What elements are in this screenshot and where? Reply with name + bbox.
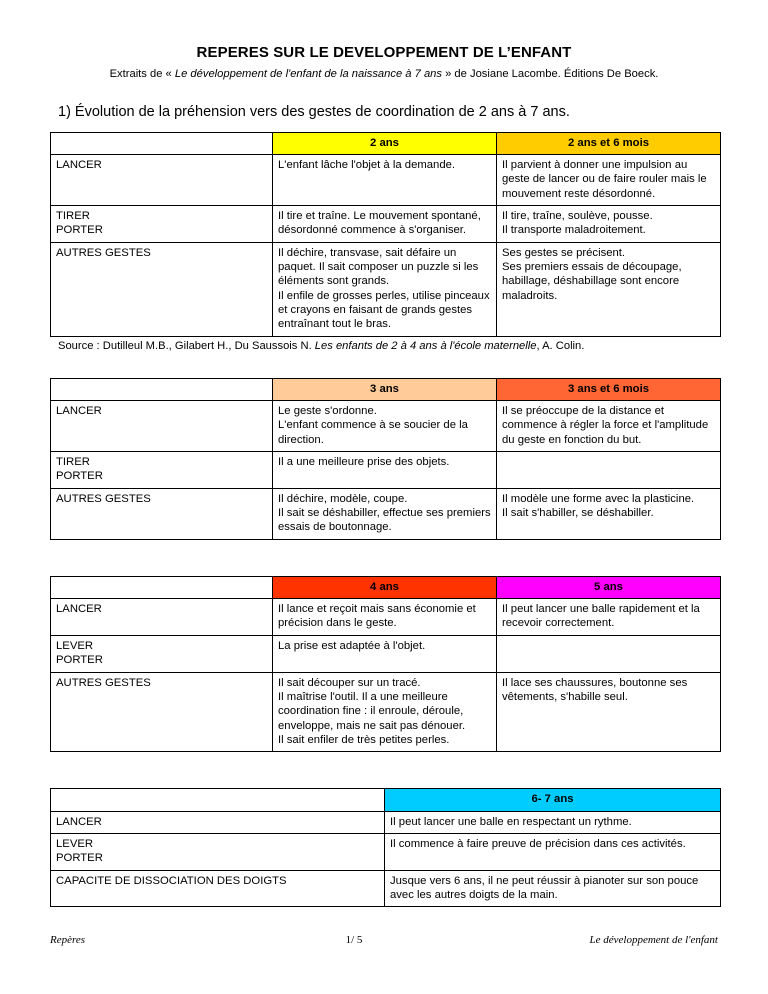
cell-3ans-autres — [273, 488, 497, 539]
cell-3ans-lancer — [273, 401, 497, 452]
table-header-row — [51, 132, 721, 154]
cell-5ans-autres — [497, 672, 721, 752]
cell-line: Il parvient à donner une impulsion au geste de lancer ou de faire rouler mais le mouvement reste désordonné. — [502, 158, 707, 200]
page-footer — [50, 934, 718, 946]
cell-5ans-lever — [497, 635, 721, 672]
source-note-title: Les enfants de 2 à 4 ans à l'école maternelle — [314, 339, 537, 352]
row-label-lancer — [51, 401, 273, 452]
footer-page-number: 1/ 5 — [345, 934, 363, 946]
row-label-autres-gestes — [51, 488, 273, 539]
cell-line: Il commence à faire preuve de précision dans ces activités. — [390, 837, 686, 850]
cell-line: Il sait s'habiller, se déshabiller. — [502, 507, 654, 520]
table-row — [51, 401, 721, 452]
cell-5ans-lancer — [497, 599, 721, 636]
row-label-line: CAPACITE DE DISSOCIATION DES DOIGTS — [56, 874, 287, 887]
cell-line: Le geste s'ordonne. — [278, 405, 377, 418]
row-label-line: PORTER — [56, 470, 103, 483]
table-header-2ans: 2 ans — [273, 132, 497, 154]
cell-line: L'enfant lâche l'objet à la demande. — [278, 158, 456, 171]
cell-line: Il transporte maladroitement. — [502, 224, 646, 237]
cell-3ans-tirer — [273, 452, 497, 489]
cell-67ans-lancer — [385, 811, 721, 833]
table-row — [51, 635, 721, 672]
row-label-line: AUTRES GESTES — [56, 492, 151, 505]
cell-2ans-tirer — [273, 205, 497, 242]
cell-line: Il tire, traîne, soulève, pousse. — [502, 209, 653, 222]
table-row — [51, 833, 721, 870]
row-label-autres-gestes — [51, 672, 273, 752]
cell-line: Jusque vers 6 ans, il ne peut réussir à pianoter sur son pouce avec les autres doigts de la main. — [390, 874, 699, 901]
cell-line: Il se préoccupe de la distance et commence à régler la force et l'amplitude du geste en fonction du but. — [502, 405, 709, 446]
cell-line: Il enfile de grosses perles, utilise pinceaux et crayons en faisant de grands gestes entraînant tout le bras. — [278, 289, 490, 331]
row-label-lancer — [51, 154, 273, 205]
cell-line: Il peut lancer une balle en respectant un rythme. — [390, 815, 632, 828]
cell-2ans6mois-tirer — [497, 205, 721, 242]
footer-right: Le développement de l'enfant — [589, 934, 718, 946]
row-label-line: TIRER — [56, 209, 90, 222]
cell-line: Ses gestes se précisent. — [502, 246, 626, 259]
page-title: REPERES SUR LE DEVELOPPEMENT DE L’ENFANT — [196, 44, 572, 61]
table-header-row — [51, 576, 721, 598]
table-header-67ans: 6- 7 ans — [385, 789, 721, 811]
row-label-line: PORTER — [56, 224, 103, 237]
table-row — [51, 599, 721, 636]
cell-line: Ses premiers essais de découpage, habillage, déshabillage sont encore maladroits. — [502, 260, 682, 302]
cell-line: Il sait enfiler de très petites perles. — [278, 733, 450, 746]
cell-line: Il déchire, modèle, coupe. — [278, 492, 408, 505]
table-header-empty — [51, 378, 273, 400]
row-label-line: AUTRES GESTES — [56, 246, 151, 259]
subtitle-book-title: Le développement de l'enfant de la naissance à 7 ans — [174, 68, 442, 80]
cell-line: La prise est adaptée à l'objet. — [278, 639, 426, 652]
table-header-2ans6mois: 2 ans et 6 mois — [497, 132, 721, 154]
cell-line: Il lance et reçoit mais sans économie et précision dans le geste. — [278, 603, 476, 630]
table-3ans — [50, 378, 721, 540]
table-4ans — [50, 576, 721, 752]
table-header-3ans6mois: 3 ans et 6 mois — [497, 378, 721, 400]
cell-line: Il a une meilleure prise des objets. — [278, 456, 450, 469]
cell-line: Il sait découper sur un tracé. — [278, 676, 421, 689]
row-label-line: AUTRES GESTES — [56, 676, 151, 689]
table-row — [51, 242, 721, 336]
table-row — [51, 452, 721, 489]
cell-line: Il déchire, transvase, sait défaire un paquet. Il sait composer un puzzle si les éléments sont grands. — [278, 246, 479, 288]
cell-line: L'enfant commence à se soucier de la direction. — [278, 419, 468, 446]
section-heading: 1) Évolution de la préhension vers des gestes de coordination de 2 ans à 7 ans. — [58, 103, 570, 120]
row-label-line: PORTER — [56, 654, 103, 667]
cell-2ans-autres — [273, 242, 497, 336]
row-label-tirer-porter — [51, 205, 273, 242]
source-note-suffix: , A. Colin. — [536, 339, 585, 352]
spacer — [50, 752, 718, 788]
spacer — [50, 540, 718, 576]
row-label-lever-porter — [51, 635, 273, 672]
cell-3ans6mois-tirer — [497, 452, 721, 489]
row-label-line: LEVER — [56, 639, 94, 652]
cell-2ans6mois-lancer — [497, 154, 721, 205]
subtitle-prefix: Extraits de « — [109, 68, 175, 80]
cell-67ans-lever — [385, 833, 721, 870]
cell-line: Il maîtrise l'outil. Il a une meilleure coordination fine : il enroule, déroule, enveloppe, mais ne sait pas dénouer. — [278, 690, 466, 732]
row-label-line: TIRER — [56, 456, 90, 469]
row-label-line: LANCER — [56, 815, 102, 828]
cell-67ans-dissociation — [385, 870, 721, 907]
cell-line: Il sait se déshabiller, effectue ses premiers essais de boutonnage. — [278, 507, 491, 534]
cell-4ans-lancer — [273, 599, 497, 636]
table-67ans — [50, 788, 721, 907]
table-header-4ans: 4 ans — [273, 576, 497, 598]
footer-left: Repères — [50, 934, 86, 946]
table-row — [51, 488, 721, 539]
cell-line: Il peut lancer une balle rapidement et la recevoir correctement. — [502, 603, 700, 630]
cell-4ans-lever — [273, 635, 497, 672]
row-label-tirer-porter — [51, 452, 273, 489]
subtitle-suffix: » de Josiane Lacombe. Éditions De Boeck. — [441, 68, 659, 80]
table-header-empty — [51, 576, 273, 598]
spacer — [50, 352, 718, 378]
table-header-row — [51, 789, 721, 811]
cell-3ans6mois-lancer — [497, 401, 721, 452]
table-header-3ans: 3 ans — [273, 378, 497, 400]
row-label-line: LANCER — [56, 405, 102, 418]
cell-line: Il lace ses chaussures, boutonne ses vêtements, s'habille seul. — [502, 676, 688, 703]
table-row — [51, 870, 721, 907]
cell-2ans-lancer — [273, 154, 497, 205]
row-label-autres-gestes — [51, 242, 273, 336]
table-row — [51, 205, 721, 242]
document-subtitle — [50, 67, 718, 82]
row-label-line: LEVER — [56, 837, 94, 850]
row-label-dissociation-doigts — [51, 870, 385, 907]
table-row — [51, 672, 721, 752]
row-label-line: LANCER — [56, 603, 102, 616]
source-note-prefix: Source : Dutilleul M.B., Gilabert H., Du Saussois N. — [58, 339, 315, 352]
row-label-lever-porter — [51, 833, 385, 870]
table-header-5ans: 5 ans — [497, 576, 721, 598]
table-2ans — [50, 132, 721, 337]
row-label-line: LANCER — [56, 158, 102, 171]
table-row — [51, 811, 721, 833]
table-header-empty — [51, 132, 273, 154]
row-label-line: PORTER — [56, 852, 103, 865]
cell-4ans-autres — [273, 672, 497, 752]
source-note — [58, 340, 718, 352]
row-label-lancer — [51, 599, 273, 636]
cell-line: Il modèle une forme avec la plasticine. — [502, 492, 695, 505]
cell-line: Il tire et traîne. Le mouvement spontané, désordonné commence à s'organiser. — [278, 209, 481, 237]
table-row — [51, 154, 721, 205]
table-header-empty — [51, 789, 385, 811]
row-label-lancer — [51, 811, 385, 833]
cell-2ans6mois-autres — [497, 242, 721, 336]
table-header-row — [51, 378, 721, 400]
cell-3ans6mois-autres — [497, 488, 721, 539]
